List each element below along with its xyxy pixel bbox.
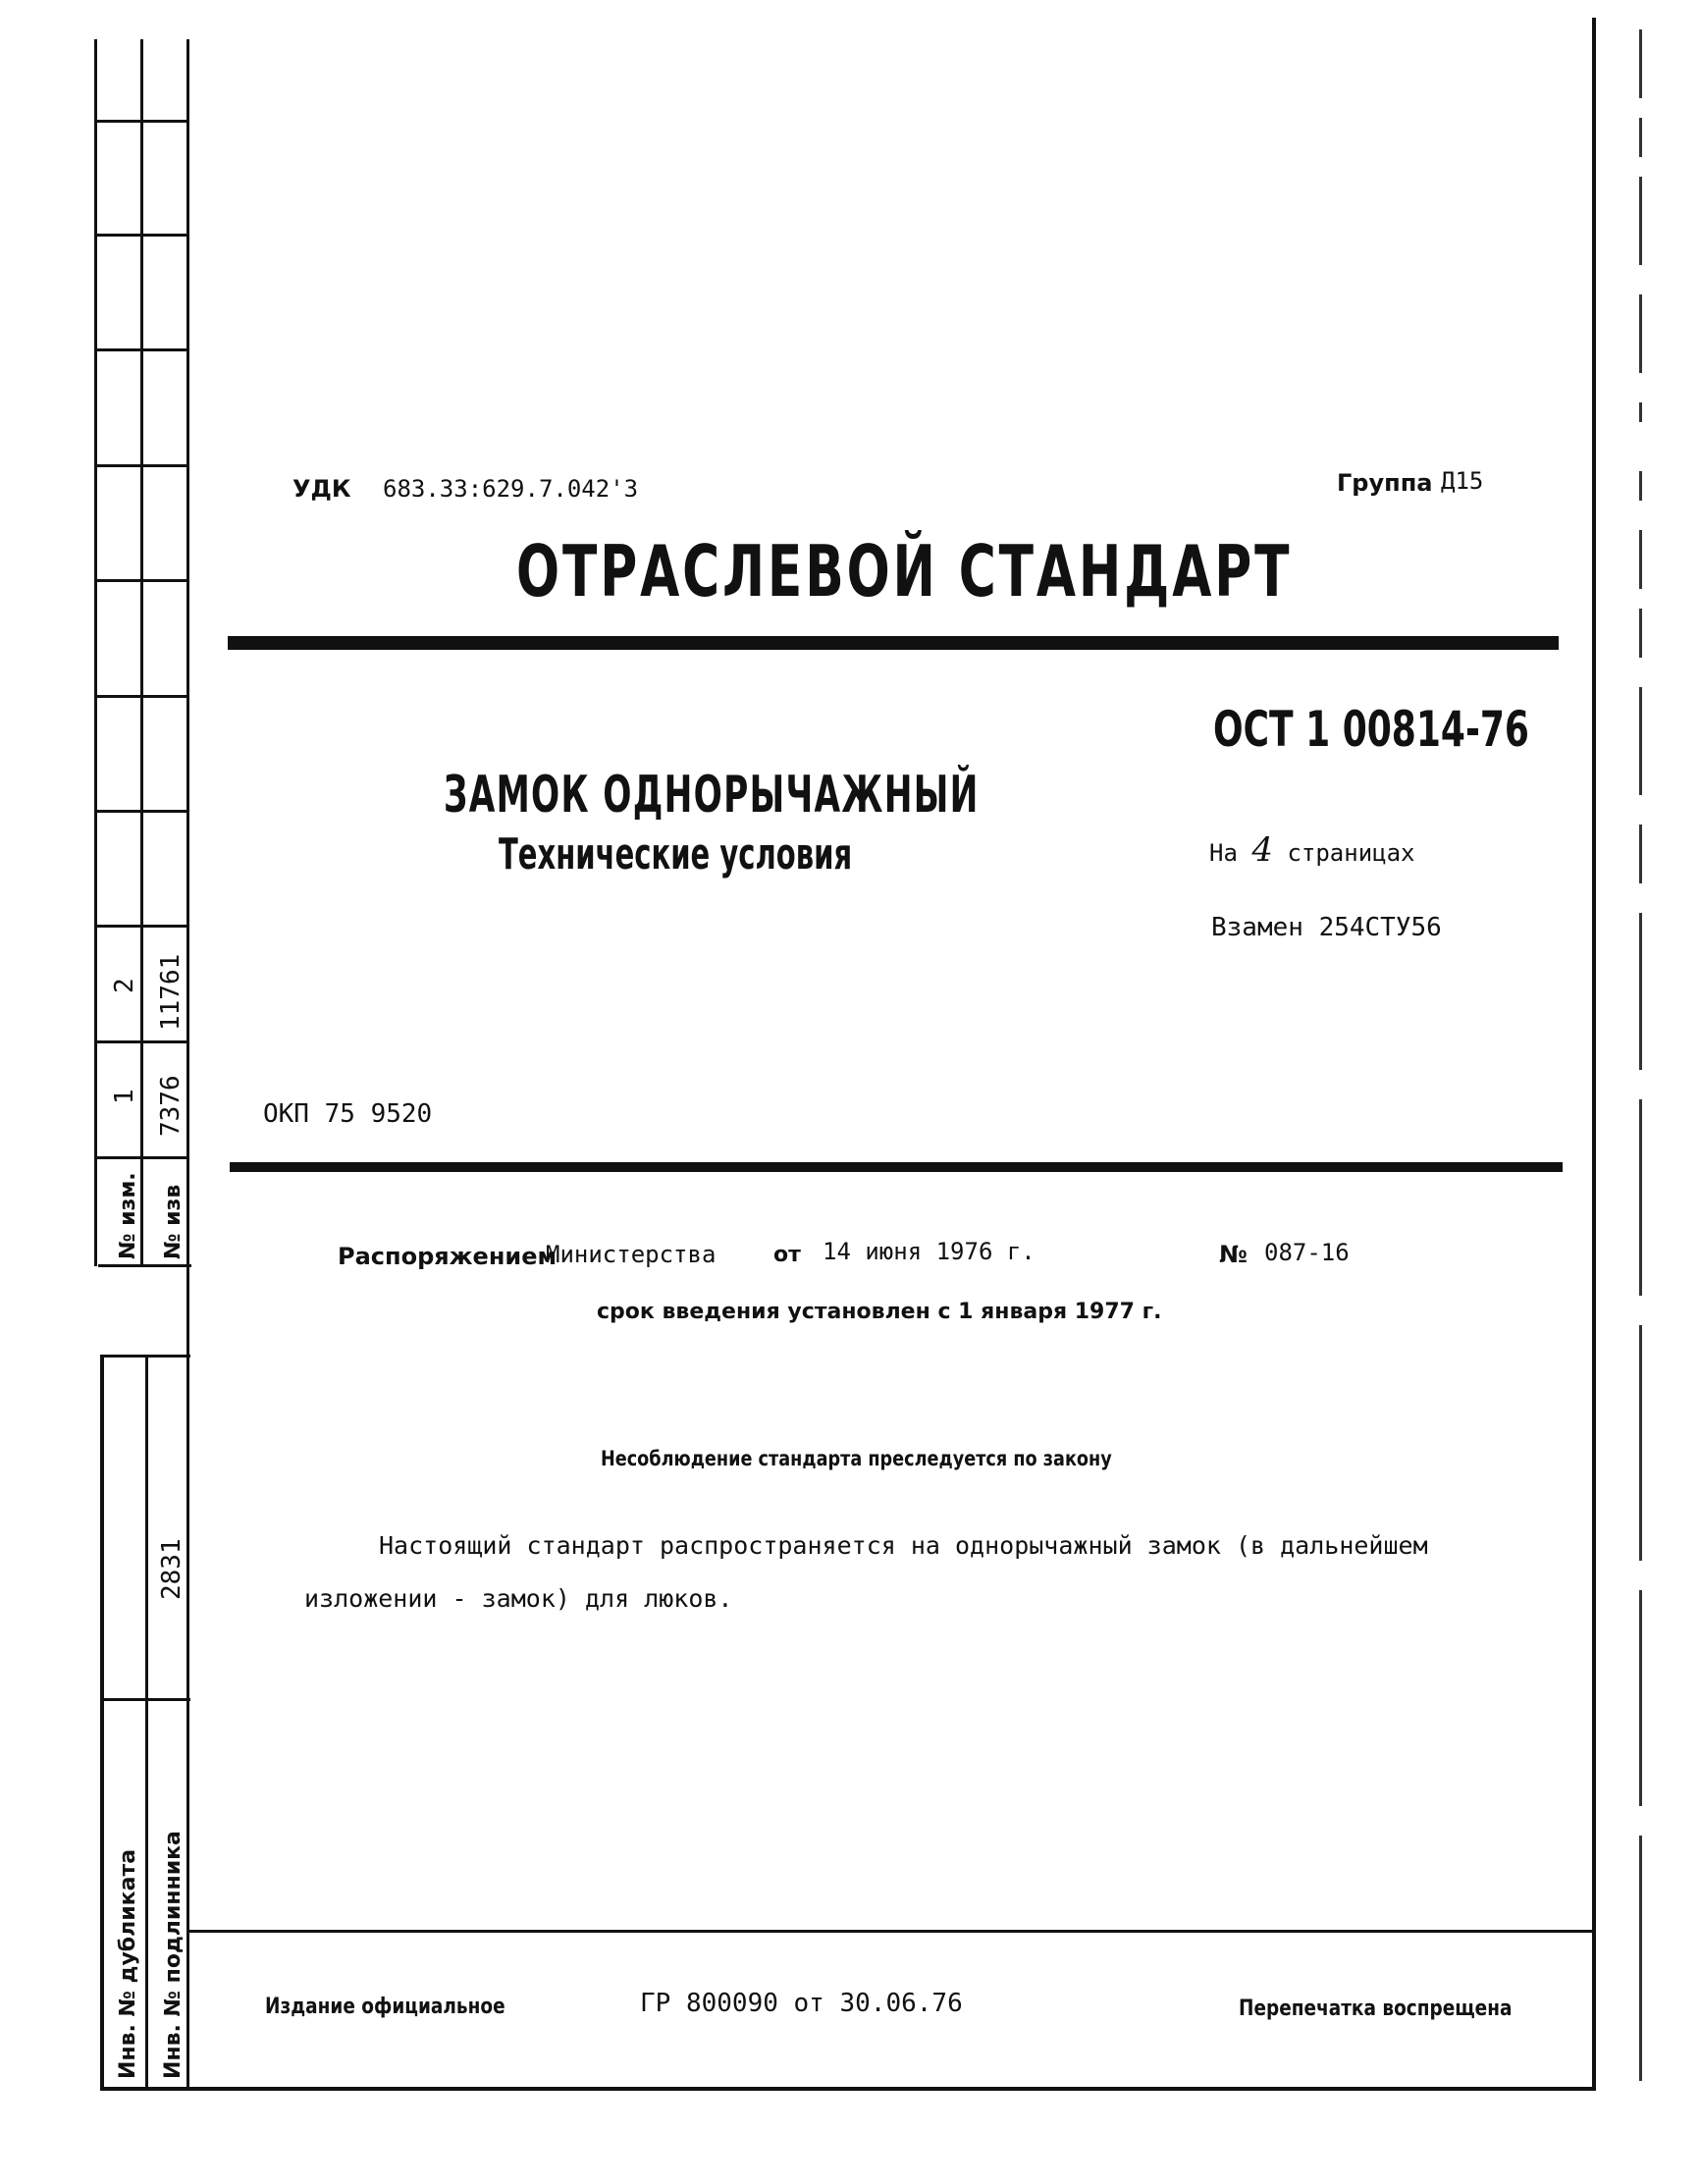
notice-2-value: 11761 <box>156 953 186 1031</box>
notice-1-value: 7376 <box>156 1075 186 1137</box>
scope-line-2: изложении - замок) для люков. <box>304 1584 733 1613</box>
group-value: Д15 <box>1441 467 1484 495</box>
decree-number-label: № <box>1219 1241 1248 1268</box>
standard-subtitle: Технические условия <box>499 829 853 879</box>
original-inventory-value: 2831 <box>157 1538 186 1600</box>
page-title: ОТРАСЛЕВОЙ СТАНДАРТ <box>516 530 1293 613</box>
group-label: Группа <box>1337 469 1433 497</box>
pages-prefix: На <box>1209 839 1238 867</box>
edition-label: Издание официальное <box>265 1995 505 2019</box>
replaces-standard: Взамен 254СТУ56 <box>1211 913 1442 942</box>
section-rule <box>230 1162 1563 1172</box>
original-inventory-label: Инв. № подлинника <box>161 1831 186 2079</box>
decree-ministry: Министерства <box>546 1241 717 1268</box>
reprint-notice: Перепечатка воспрещена <box>1239 1997 1513 2021</box>
okp-code: ОКП 75 9520 <box>263 1099 433 1129</box>
decree-from: от <box>773 1243 801 1267</box>
gr-number: ГР 800090 от 30.06.76 <box>640 1989 963 2018</box>
frame-bottom-line <box>100 2087 1596 2091</box>
duplicate-inventory-label: Инв. № дубликата <box>116 1848 140 2079</box>
standard-designation: ОСТ 1 00814-76 <box>1213 701 1529 758</box>
decree-by-label: Распоряжением <box>338 1243 558 1270</box>
change-number-label: № изм. <box>116 1172 140 1259</box>
standard-title: ЗАМОК ОДНОРЫЧАЖНЫЙ <box>444 766 980 825</box>
decree-number: 087-16 <box>1264 1239 1350 1266</box>
frame-left-line <box>186 39 189 2089</box>
frame-right-line <box>1592 18 1596 2091</box>
pages-info <box>1209 830 1415 870</box>
scope-line-1: Настоящий стандарт распространяется на однорычажный замок (в дальнейшем <box>379 1531 1428 1560</box>
change-2-value: 2 <box>110 978 139 993</box>
pages-count: 4 <box>1251 830 1273 870</box>
change-1-value: 1 <box>110 1089 139 1104</box>
law-warning: Несоблюдение стандарта преследуется по закону <box>601 1447 1112 1470</box>
effective-date: срок введения установлен с 1 января 1977 г. <box>597 1300 1162 1324</box>
notice-number-label: № изв <box>161 1184 186 1259</box>
pages-suffix: страницах <box>1287 839 1415 867</box>
footer-rule <box>188 1930 1594 1933</box>
udk-value: 683.33:629.7.042'3 <box>383 475 639 503</box>
udk-label: УДК <box>292 475 351 503</box>
decree-date: 14 июня 1976 г. <box>823 1238 1036 1265</box>
header-thick-rule <box>228 636 1559 650</box>
